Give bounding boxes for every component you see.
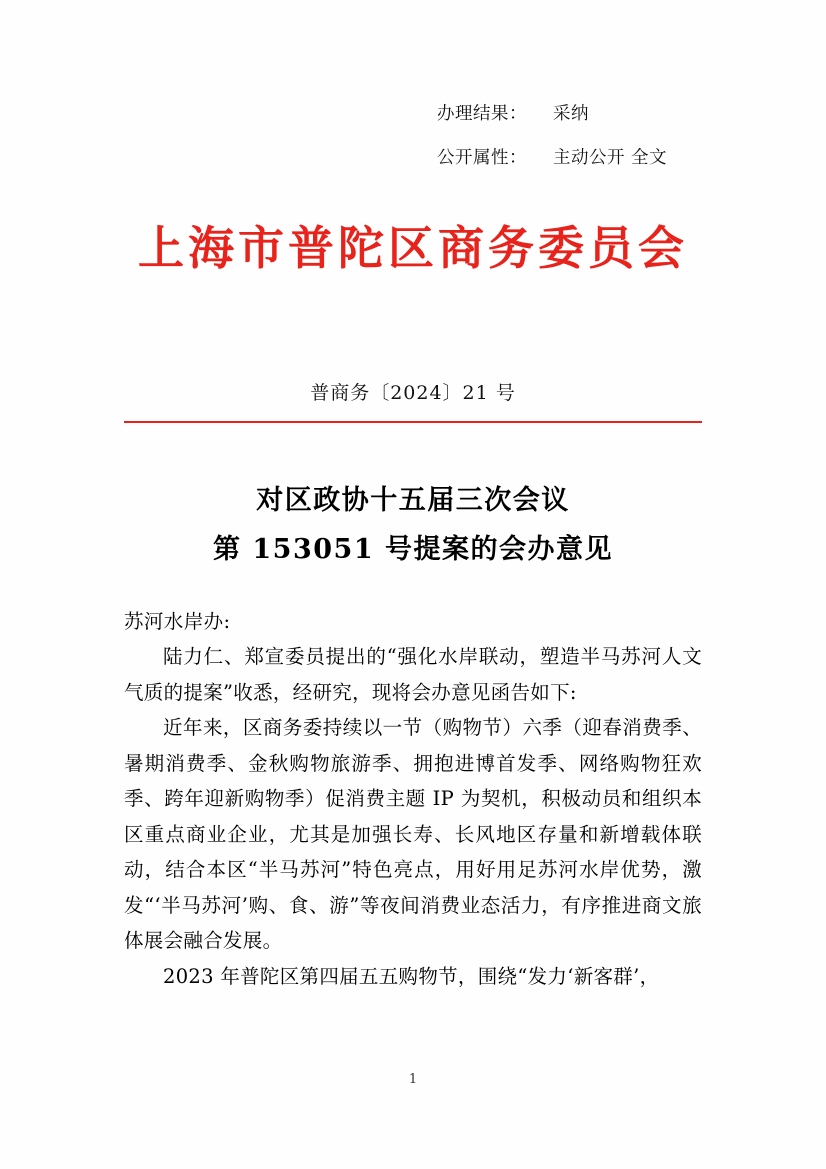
body-paragraph-2: 近年来，区商务委持续以一节（购物节）六季（迎春消费季、暑期消费季、金秋购物旅游季、拥抱进博首发季、网络购物狂欢季、跨年迎新购物季）促消费主题 IP 为契机，积极动员和组织本区重点商业企业，尤其是加强长寿、长风地区存量和新增载体联动，结合本区“半马苏河”特色亮点，用好用足苏河水岸优势，激发“‘半马苏河’购、食、游”等夜间消费业态活力，有序推进商文旅体展会融合发展。 [124, 716, 702, 952]
meta-row-handling-result [0, 92, 826, 136]
document-heading-line-2: 第 153051 号提案的会办意见 [212, 534, 614, 565]
red-separator-rule [124, 421, 702, 423]
document-meta-block [0, 92, 826, 180]
body-paragraph-1: 陆力仁、郑宣委员提出的“强化水岸联动，塑造半马苏河人文气质的提案”收悉，经研究，现将会办意见函告如下: [124, 645, 702, 704]
document-number: 普商务〔2024〕21 号 [310, 382, 516, 404]
meta-label-handling-result: 办理结果： [437, 104, 527, 124]
document-heading [0, 476, 826, 574]
organization-title: 上海市普陀区商务委员会 [138, 221, 688, 275]
document-heading-line-1: 对区政协十五届三次会议 [256, 485, 570, 516]
meta-row-disclosure [0, 136, 826, 180]
meta-value-disclosure: 主动公开 全文 [553, 148, 668, 168]
body-paragraph-3: 2023 年普陀区第四届五五购物节，围绕“发力‘新客群’， [163, 964, 660, 988]
page-number: 1 [408, 1072, 418, 1087]
meta-label-disclosure: 公开属性： [437, 148, 527, 168]
addressee-line: 苏河水岸办: [124, 610, 231, 633]
meta-value-handling-result: 采纳 [553, 104, 589, 124]
document-body [124, 604, 702, 994]
